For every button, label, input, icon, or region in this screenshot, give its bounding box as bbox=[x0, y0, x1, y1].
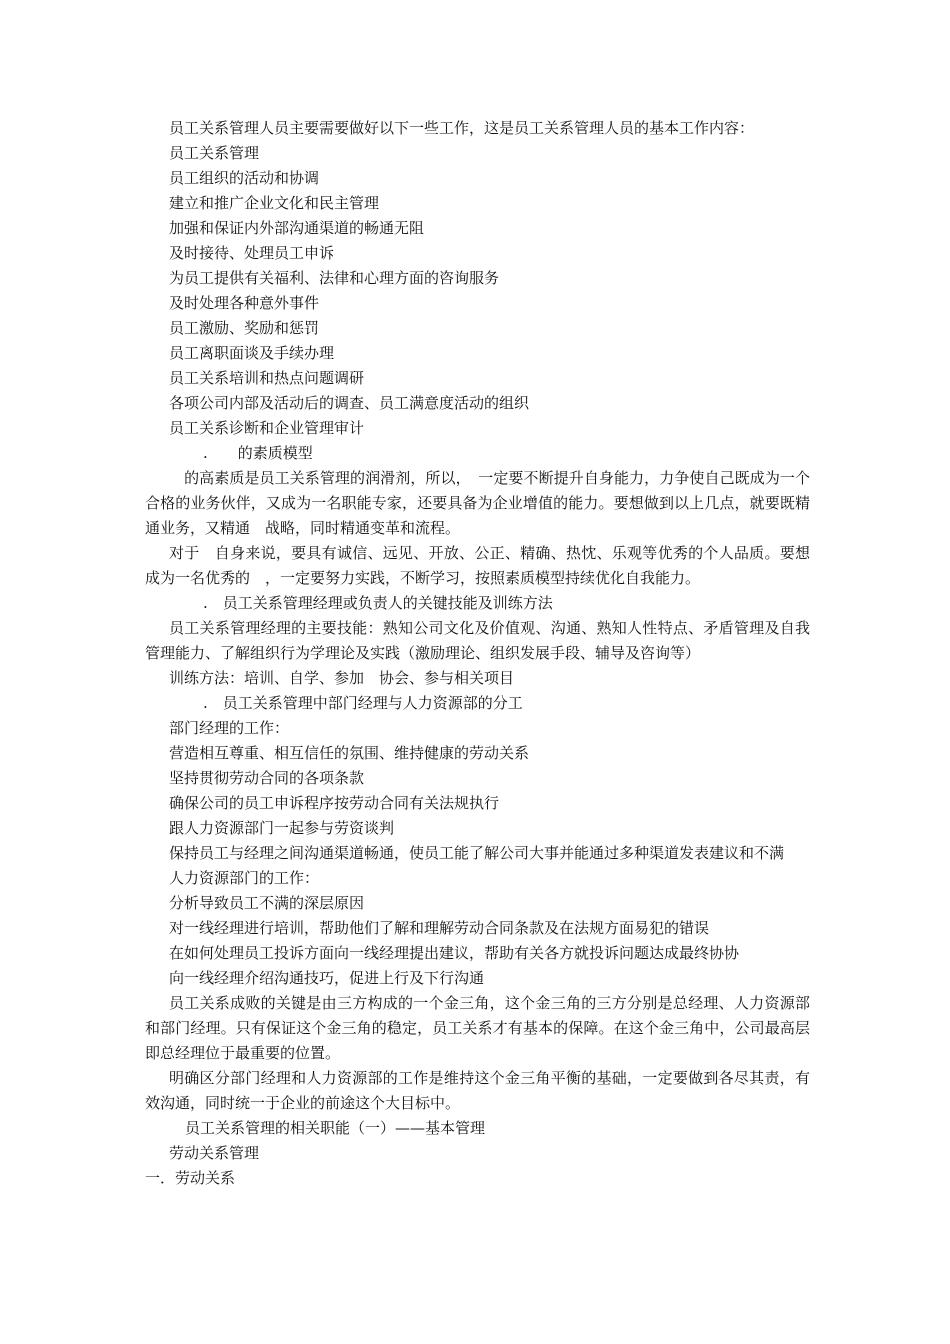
list-item: 确保公司的员工申诉程序按劳动合同有关法规执行 bbox=[169, 794, 500, 812]
list-item: 在如何处理员工投诉方面向一线经理提出建议，帮助有关各方就投诉问题达成最终协协 bbox=[169, 944, 740, 962]
list-item: 及时处理各种意外事件 bbox=[169, 294, 320, 312]
paragraph: 保持员工与经理之间沟通渠道畅通，使员工能了解公司大事并能通过多种渠道发表建议和不满 bbox=[169, 844, 785, 862]
section-heading: . 员工关系管理中部门经理与人力资源部的分工 bbox=[203, 694, 523, 712]
list-item: 营造相互尊重、相互信任的氛围、维持健康的劳动关系 bbox=[169, 744, 530, 762]
subheading: 劳动关系管理 bbox=[169, 1144, 260, 1162]
intro-line: 员工关系管理人员主要需要做好以下一些工作，这是员工关系管理人员的基本工作内容： bbox=[169, 119, 755, 137]
list-item: 向一线经理介绍沟通技巧，促进上行及下行沟通 bbox=[169, 969, 485, 987]
list-item: 跟人力资源部门一起参与劳资谈判 bbox=[169, 819, 395, 837]
subheading: 人力资源部门的工作： bbox=[169, 869, 320, 887]
list-item: 训练方法：培训、自学、参加 协会、参与相关项目 bbox=[169, 669, 515, 687]
paragraph: 员工关系成败的关键是由三方构成的一个金三角，这个金三角的三方分别是总经理、人力资源部和部门经理。只有保证这个金三角的稳定，员工关系才有基本的保障。在这个金三角中，公司最高层即总经理位于最重要的位置。 bbox=[145, 994, 810, 1062]
list-item: 加强和保证内外部沟通渠道的畅通无阻 bbox=[169, 219, 425, 237]
paragraph: 员工关系管理经理的主要技能：熟知公司文化及价值观、沟通、熟知人性特点、矛盾管理及自我管理能力、了解组织行为学理论及实践（激励理论、组织发展手段、辅导及咨询等） bbox=[145, 619, 810, 662]
list-item: 员工关系培训和热点问题调研 bbox=[169, 369, 365, 387]
document-body bbox=[145, 116, 810, 1191]
list-item: 及时接待、处理员工申诉 bbox=[169, 244, 335, 262]
list-item: 员工离职面谈及手续办理 bbox=[169, 344, 335, 362]
paragraph: 的高素质是员工关系管理的润滑剂，所以， 一定要不断提升自身能力，力争使自己既成为一个合格的业务伙伴，又成为一名职能专家，还要具备为企业增值的能力。要想做到以上几点，就要既精通业务，又精通 战略，同时精通变革和流程。 bbox=[145, 469, 810, 537]
section-heading: 员工关系管理的相关职能（一）——基本管理 bbox=[185, 1119, 486, 1137]
list-item: 建立和推广企业文化和民主管理 bbox=[169, 194, 380, 212]
paragraph: 明确区分部门经理和人力资源部的工作是维持这个金三角平衡的基础，一定要做到各尽其责，有效沟通，同时统一于企业的前途这个大目标中。 bbox=[145, 1069, 810, 1112]
list-item: 员工组织的活动和协调 bbox=[169, 169, 320, 187]
list-item: 为员工提供有关福利、法律和心理方面的咨询服务 bbox=[169, 269, 500, 287]
numbered-heading: 一．劳动关系 bbox=[145, 1169, 236, 1187]
subheading: 部门经理的工作： bbox=[169, 719, 290, 737]
list-item: 员工激励、奖励和惩罚 bbox=[169, 319, 320, 337]
list-item: 对一线经理进行培训，帮助他们了解和理解劳动合同条款及在法规方面易犯的错误 bbox=[169, 919, 710, 937]
list-item: 员工关系管理 bbox=[169, 144, 260, 162]
list-item: 各项公司内部及活动后的调查、员工满意度活动的组织 bbox=[169, 394, 530, 412]
list-item: 员工关系诊断和企业管理审计 bbox=[169, 419, 365, 437]
section-heading: . 员工关系管理经理或负责人的关键技能及训练方法 bbox=[203, 594, 553, 612]
section-heading: . 的素质模型 bbox=[203, 444, 313, 462]
paragraph: 对于 自身来说，要具有诚信、远见、开放、公正、精确、热忱、乐观等优秀的个人品质。要想成为一名优秀的 ，一定要努力实践，不断学习，按照素质模型持续优化自我能力。 bbox=[145, 544, 810, 587]
list-item: 坚持贯彻劳动合同的各项条款 bbox=[169, 769, 365, 787]
list-item: 分析导致员工不满的深层原因 bbox=[169, 894, 365, 912]
